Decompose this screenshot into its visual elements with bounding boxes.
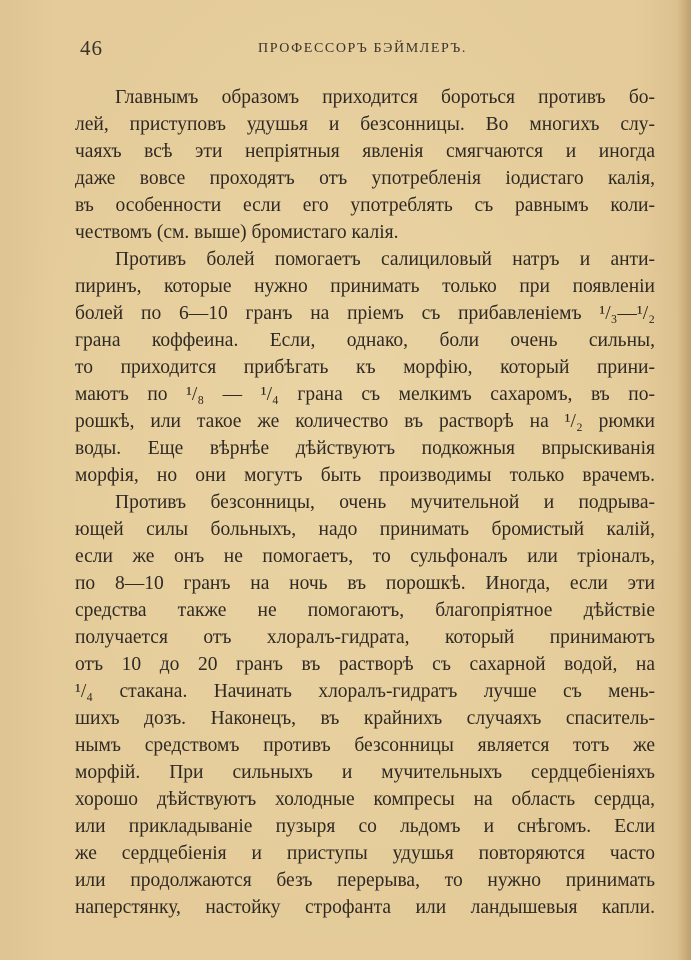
text-line: средства также не помогаютъ, благопріятное дѣйствіе — [75, 600, 655, 621]
text-line: болей по 6—10 гранъ на пріемъ съ прибавленіемъ ¹/₃—¹/₂ — [75, 303, 655, 324]
page-number: 46 — [80, 36, 103, 60]
text-line: ¹/₄ стакана. Начинать хлоралъ-гидратъ лучше съ мень- — [75, 681, 655, 702]
text-line: даже вовсе проходятъ отъ употребленія іодистаго калія, — [75, 168, 655, 189]
text-line: въ особенности если его употреблять съ равнымъ коли- — [75, 195, 655, 216]
text-line: наперстянку, настойку строфанта или ландышевыя капли. — [75, 897, 655, 918]
text-line: Противъ болей помогаетъ салициловый натръ и анти- — [115, 249, 655, 270]
text-line: же сердцебіенія и приступы удушья повторяются часто — [75, 843, 655, 864]
text-line: воды. Еще вѣрнѣе дѣйствуютъ подкожныя впрыскиванія — [75, 438, 655, 459]
text-line: Противъ безсонницы, очень мучительной и подрыва- — [115, 492, 655, 513]
text-line: отъ 10 до 20 гранъ въ растворѣ съ сахарной водой, на — [75, 654, 655, 675]
text-line: грана коффеина. Если, однако, боли очень сильны, — [75, 330, 655, 351]
text-line: шихъ дозъ. Наконецъ, въ крайнихъ случаяхъ спаситель- — [75, 708, 655, 729]
text-line: Главнымъ образомъ приходится бороться противъ бо- — [115, 87, 655, 108]
text-line: по 8—10 гранъ на ночь въ порошкѣ. Иногда, если эти — [75, 573, 655, 594]
text-line: лей, приступовъ удушья и безсонницы. Во многихъ слу- — [75, 114, 655, 135]
text-line: то приходится прибѣгать къ морфію, который прини- — [75, 357, 655, 378]
text-line: если же онъ не помогаетъ, то сульфоналъ или тріоналъ, — [75, 546, 655, 567]
text-line: морфій. При сильныхъ и мучительныхъ сердцебіеніяхъ — [75, 762, 655, 783]
text-line: морфія, но они могутъ быть производимы только врачемъ. — [75, 465, 655, 486]
page-edge-shadow — [677, 0, 691, 960]
text-line: ющей силы больныхъ, надо принимать бромистый калій, — [75, 519, 655, 540]
text-line: чествомъ (см. выше) бромистаго калія. — [75, 222, 399, 243]
text-line: нымъ средствомъ противъ безсонницы является тотъ же — [75, 735, 655, 756]
text-line: получается отъ хлоралъ-гидрата, который принимаютъ — [75, 627, 655, 648]
text-line: чаяхъ всѣ эти непріятныя явленія смягчаются и иногда — [75, 141, 655, 162]
body-text — [75, 84, 655, 921]
text-line: рошкѣ, или такое же количество въ растворѣ на ¹/₂ рюмки — [75, 411, 655, 432]
text-line: или продолжаются безъ перерыва, то нужно принимать — [75, 870, 655, 891]
text-line: хорошо дѣйствуютъ холодные компресы на область сердца, — [75, 789, 655, 810]
text-line: маютъ по ¹/₈ — ¹/₄ грана съ мелкимъ сахаромъ, въ по- — [75, 384, 655, 405]
text-line: или прикладываніе пузыря со льдомъ и снѣгомъ. Если — [75, 816, 655, 837]
running-head: ПРОФЕССОРЪ БЭЙМЛЕРЪ. — [258, 41, 467, 56]
text-line: пиринъ, которые нужно принимать только при появленіи — [75, 276, 655, 297]
